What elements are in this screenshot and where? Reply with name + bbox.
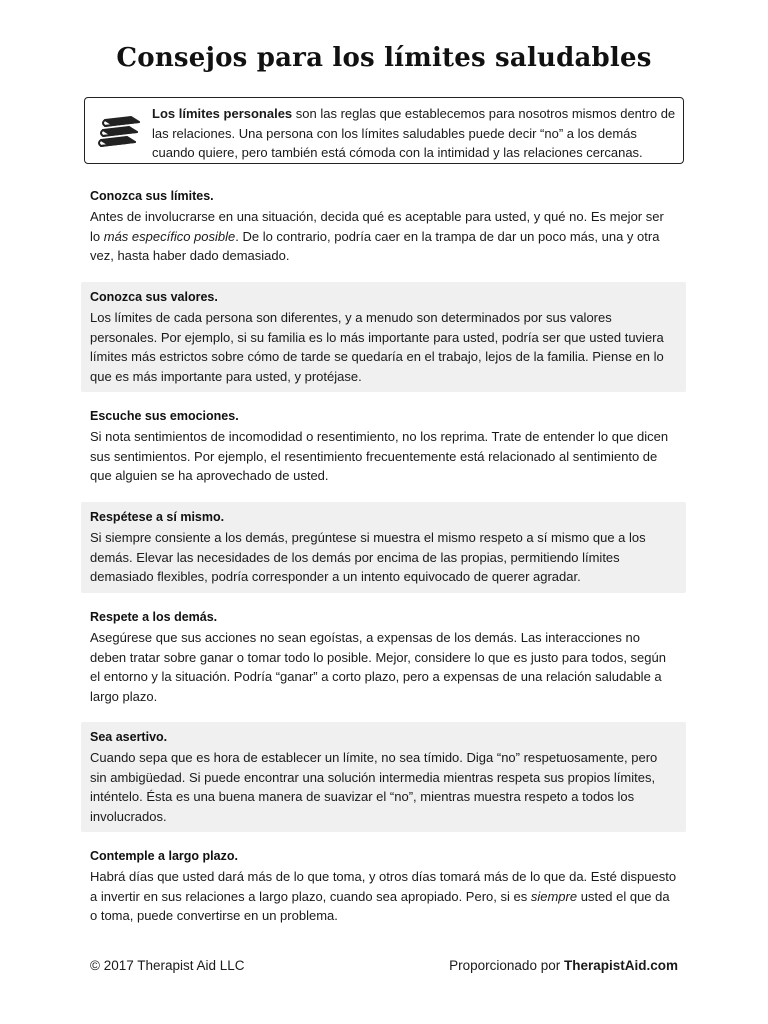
intro-description: son las reglas que establecemos para nosotros mismos dentro de las relaciones. Una persona con los límites saludables puede decir “no” a los demás cuando quiere, pero también está cómoda con la intimidad y las relaciones cercanas. [152, 106, 676, 160]
section-body: Asegúrese que sus acciones no sean egoístas, a expensas de los demás. Las interacciones no deben tratar sobre ganar o tomar todo lo posible. Mejor, considere lo que es justo para todos, según el entorno y la situación. Podría “ganar” a corto plazo, pero a expensas de una relación saludable a largo plazo. [90, 630, 666, 704]
section-body-text: . De lo contrario, podría caer en la trampa de dar un poco más, una y otra vez, hasta haber dado demasiado. [90, 228, 660, 263]
intro-bold-term: Los límites personales [152, 106, 293, 121]
footer-attribution [449, 958, 678, 973]
section-know-limits [81, 187, 686, 266]
section-body-text: usted el que da o toma, puede convertirse en un problema. [90, 888, 670, 923]
section-heading: Sea asertivo. [90, 730, 168, 744]
section-respect-others [81, 608, 686, 706]
section-body-emphasis: siempre [530, 888, 578, 904]
section-body: Si nota sentimientos de incomodidad o resentimiento, no los reprima. Trate de entender lo que dicen sus sentimientos. Por ejemplo, el resentimiento frecuentemente está relacionado al sentimiento de que alguien se ha aprovechado de usted. [90, 429, 669, 483]
footer-brand-link[interactable]: TherapistAid.com [563, 958, 678, 973]
section-respect-self [81, 502, 686, 593]
section-body-text: Antes de involucrarse en una situación, decida qué es aceptable para usted, y qué no. Es mejor ser lo [90, 209, 664, 244]
section-know-values [81, 282, 686, 392]
section-heading: Respete a los demás. [90, 610, 218, 624]
section-listen-emotions [81, 407, 686, 486]
footer-copyright: © 2017 Therapist Aid LLC [90, 958, 245, 973]
section-body-emphasis: más específico posible [103, 228, 236, 244]
section-body [90, 867, 677, 926]
section-body: Cuando sepa que es hora de establecer un límite, no sea tímido. Diga “no” respetuosamente, pero sin ambigüedad. Si puede encontrar una solución intermedia mientras respeta sus propios límites, inténtelo. Ésta es una buena manera de suavizar el “no”, mientras muestra respeto a todos los involucrados. [90, 750, 658, 824]
section-heading: Respétese a sí mismo. [90, 510, 225, 524]
section-long-term [81, 847, 686, 926]
footer-provided-by: Proporcionado por [449, 958, 564, 973]
section-heading: Escuche sus emociones. [90, 409, 239, 423]
section-body [90, 207, 677, 266]
page-title: Consejos para los límites saludables [116, 43, 652, 73]
books-icon [97, 114, 143, 152]
section-be-assertive [81, 722, 686, 832]
intro-box [84, 97, 684, 164]
section-body: Los límites de cada persona son diferentes, y a menudo son determinados por sus valores personales. Por ejemplo, si su familia es lo más importante para usted, podría ser que usted tuviera límites más estrictos sobre cómo de tarde se quedaría en el trabajo, lejos de la familia. Piense en lo que es más importante para usted, y protéjase. [90, 310, 664, 384]
section-body-text: Habrá días que usted dará más de lo que toma, y otros días tomará más de lo que da. Esté dispuesto a invertir en sus relaciones a largo plazo, cuando sea apropiado. Pero, si es [90, 869, 677, 904]
section-body: Si siempre consiente a los demás, pregúntese si muestra el mismo respeto a sí mismo que a los demás. Elevar las necesidades de los demás por encima de las propias, permitiendo límites demasiado flexibles, podría corresponder a un intento equivocado de querer agradar. [90, 530, 646, 584]
section-heading: Conozca sus límites. [90, 189, 214, 203]
section-heading: Conozca sus valores. [90, 290, 218, 304]
intro-text [152, 104, 678, 163]
section-heading: Contemple a largo plazo. [90, 849, 238, 863]
